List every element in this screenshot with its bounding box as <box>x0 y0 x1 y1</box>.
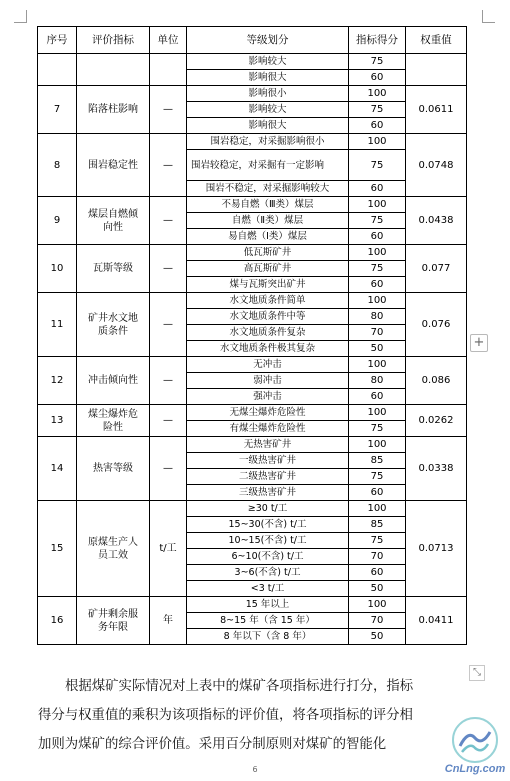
page-corner-mark <box>14 10 27 23</box>
grade-cell: 15~30(不含) t/工 <box>187 517 349 533</box>
grade-cell: 无热害矿井 <box>187 437 349 453</box>
grade-cell: 无冲击 <box>187 357 349 373</box>
cnlng-logo <box>440 710 510 777</box>
score-cell: 50 <box>349 581 406 597</box>
table-row <box>38 197 467 213</box>
resize-icon: ⤡ <box>473 667 481 678</box>
unit-cell <box>150 54 187 86</box>
score-cell: 100 <box>349 293 406 309</box>
table-header-row <box>38 27 467 54</box>
watermark-logo <box>440 710 510 777</box>
unit-cell: — <box>150 437 187 501</box>
score-cell: 70 <box>349 325 406 341</box>
grade-cell: 不易自燃（Ⅲ类）煤层 <box>187 197 349 213</box>
grade-cell: 影响较大 <box>187 54 349 70</box>
score-cell: 60 <box>349 229 406 245</box>
grade-cell: 8~15 年（含 15 年） <box>187 613 349 629</box>
grade-cell: 有煤尘爆炸危险性 <box>187 421 349 437</box>
grade-cell: 三级热害矿井 <box>187 485 349 501</box>
plus-icon: + <box>473 335 485 350</box>
weight-cell: 0.0748 <box>406 134 467 197</box>
unit-cell: — <box>150 405 187 437</box>
page-corner-mark <box>482 10 495 23</box>
grade-cell: 二级热害矿井 <box>187 469 349 485</box>
unit-cell: t/工 <box>150 501 187 597</box>
header-score: 指标得分 <box>349 27 406 54</box>
body-paragraph-line: 得分与权重值的乘积为该项指标的评价值，将各项指标的评分相 <box>38 708 413 723</box>
grade-cell: 高瓦斯矿井 <box>187 261 349 277</box>
unit-cell: — <box>150 357 187 405</box>
grade-cell: <3 t/工 <box>187 581 349 597</box>
score-cell: 100 <box>349 405 406 421</box>
seq-cell: 11 <box>38 293 77 357</box>
weight-cell: 0.0611 <box>406 86 467 134</box>
score-cell: 100 <box>349 357 406 373</box>
grade-cell: 易自燃（Ⅰ类）煤层 <box>187 229 349 245</box>
evaluation-table <box>37 26 467 645</box>
seq-cell: 8 <box>38 134 77 197</box>
weight-cell: 0.0438 <box>406 197 467 245</box>
score-cell: 60 <box>349 118 406 134</box>
indicator-cell <box>77 54 150 86</box>
grade-cell: 围岩稳定，对采掘影响很小 <box>187 134 349 150</box>
grade-cell: 水文地质条件简单 <box>187 293 349 309</box>
score-cell: 60 <box>349 565 406 581</box>
score-cell: 60 <box>349 277 406 293</box>
grade-cell: 一级热害矿井 <box>187 453 349 469</box>
table-row <box>38 293 467 309</box>
indicator-cell: 瓦斯等级 <box>77 245 150 293</box>
score-cell: 80 <box>349 373 406 389</box>
grade-cell: 影响很小 <box>187 86 349 102</box>
table-row <box>38 597 467 613</box>
indicator-cell: 陷落柱影响 <box>77 86 150 134</box>
weight-cell: 0.0411 <box>406 597 467 645</box>
score-cell: 50 <box>349 341 406 357</box>
seq-cell: 10 <box>38 245 77 293</box>
unit-cell: — <box>150 197 187 245</box>
grade-cell: 6~10(不含) t/工 <box>187 549 349 565</box>
grade-cell: 15 年以上 <box>187 597 349 613</box>
table-row <box>38 405 467 421</box>
score-cell: 85 <box>349 517 406 533</box>
indicator-cell: 原煤生产人员工效 <box>77 501 150 597</box>
header-weight: 权重值 <box>406 27 467 54</box>
grade-cell: 影响很大 <box>187 118 349 134</box>
table-row <box>38 357 467 373</box>
indicator-cell: 煤尘爆炸危险性 <box>77 405 150 437</box>
score-cell: 70 <box>349 549 406 565</box>
watermark-text: CnLng.com <box>444 763 506 775</box>
score-cell: 75 <box>349 421 406 437</box>
score-cell: 85 <box>349 453 406 469</box>
score-cell: 100 <box>349 597 406 613</box>
header-indicator: 评价指标 <box>77 27 150 54</box>
score-cell: 75 <box>349 54 406 70</box>
header-seq: 序号 <box>38 27 77 54</box>
indicator-cell: 热害等级 <box>77 437 150 501</box>
table-row <box>38 501 467 517</box>
grade-cell: 水文地质条件中等 <box>187 309 349 325</box>
page-number: 6 <box>252 765 258 774</box>
score-cell: 75 <box>349 533 406 549</box>
weight-cell: 0.0262 <box>406 405 467 437</box>
grade-cell: 8 年以下（含 8 年） <box>187 629 349 645</box>
header-unit: 单位 <box>150 27 187 54</box>
table-row <box>38 245 467 261</box>
grade-cell: 10~15(不含) t/工 <box>187 533 349 549</box>
indicator-cell: 矿井剩余服务年限 <box>77 597 150 645</box>
grade-cell: 围岩较稳定，对采掘有一定影响 <box>187 150 349 181</box>
score-cell: 75 <box>349 213 406 229</box>
score-cell: 100 <box>349 197 406 213</box>
indicator-cell: 煤层自燃倾向性 <box>77 197 150 245</box>
weight-cell: 0.0713 <box>406 501 467 597</box>
score-cell: 100 <box>349 86 406 102</box>
table-row <box>38 134 467 150</box>
table-resize-handle[interactable] <box>469 665 485 681</box>
score-cell: 75 <box>349 102 406 118</box>
grade-cell: 水文地质条件复杂 <box>187 325 349 341</box>
table-row <box>38 437 467 453</box>
grade-cell: ≥30 t/工 <box>187 501 349 517</box>
grade-cell: 3~6(不含) t/工 <box>187 565 349 581</box>
score-cell: 100 <box>349 134 406 150</box>
weight-cell: 0.0338 <box>406 437 467 501</box>
weight-cell: 0.076 <box>406 293 467 357</box>
indicator-cell: 围岩稳定性 <box>77 134 150 197</box>
seq-cell: 16 <box>38 597 77 645</box>
add-row-button[interactable] <box>470 334 488 352</box>
score-cell: 60 <box>349 389 406 405</box>
weight-cell: 0.077 <box>406 245 467 293</box>
weight-cell <box>406 54 467 86</box>
score-cell: 100 <box>349 501 406 517</box>
score-cell: 100 <box>349 245 406 261</box>
score-cell: 60 <box>349 485 406 501</box>
score-cell: 60 <box>349 181 406 197</box>
score-cell: 75 <box>349 261 406 277</box>
grade-cell: 无煤尘爆炸危险性 <box>187 405 349 421</box>
body-paragraph-line: 加则为煤矿的综合评价值。采用百分制原则对煤矿的智能化 <box>38 737 387 752</box>
grade-cell: 围岩不稳定，对采掘影响较大 <box>187 181 349 197</box>
grade-cell: 强冲击 <box>187 389 349 405</box>
weight-cell: 0.086 <box>406 357 467 405</box>
seq-cell <box>38 54 77 86</box>
score-cell: 75 <box>349 150 406 181</box>
score-cell: 75 <box>349 469 406 485</box>
score-cell: 60 <box>349 70 406 86</box>
seq-cell: 14 <box>38 437 77 501</box>
indicator-cell: 冲击倾向性 <box>77 357 150 405</box>
score-cell: 80 <box>349 309 406 325</box>
grade-cell: 煤与瓦斯突出矿井 <box>187 277 349 293</box>
unit-cell: — <box>150 293 187 357</box>
grade-cell: 低瓦斯矿井 <box>187 245 349 261</box>
score-cell: 70 <box>349 613 406 629</box>
seq-cell: 7 <box>38 86 77 134</box>
grade-cell: 水文地质条件极其复杂 <box>187 341 349 357</box>
table-row <box>38 86 467 102</box>
table-row <box>38 54 467 70</box>
score-cell: 50 <box>349 629 406 645</box>
score-cell: 100 <box>349 437 406 453</box>
unit-cell: — <box>150 245 187 293</box>
seq-cell: 15 <box>38 501 77 597</box>
grade-cell: 影响很大 <box>187 70 349 86</box>
grade-cell: 弱冲击 <box>187 373 349 389</box>
unit-cell: — <box>150 86 187 134</box>
unit-cell: — <box>150 134 187 197</box>
indicator-cell: 矿井水文地质条件 <box>77 293 150 357</box>
body-paragraph-line: 根据煤矿实际情况对上表中的煤矿各项指标进行打分，指标 <box>65 679 414 694</box>
seq-cell: 12 <box>38 357 77 405</box>
unit-cell: 年 <box>150 597 187 645</box>
grade-cell: 影响较大 <box>187 102 349 118</box>
header-grade: 等级划分 <box>187 27 349 54</box>
grade-cell: 自燃（Ⅱ类）煤层 <box>187 213 349 229</box>
seq-cell: 9 <box>38 197 77 245</box>
seq-cell: 13 <box>38 405 77 437</box>
